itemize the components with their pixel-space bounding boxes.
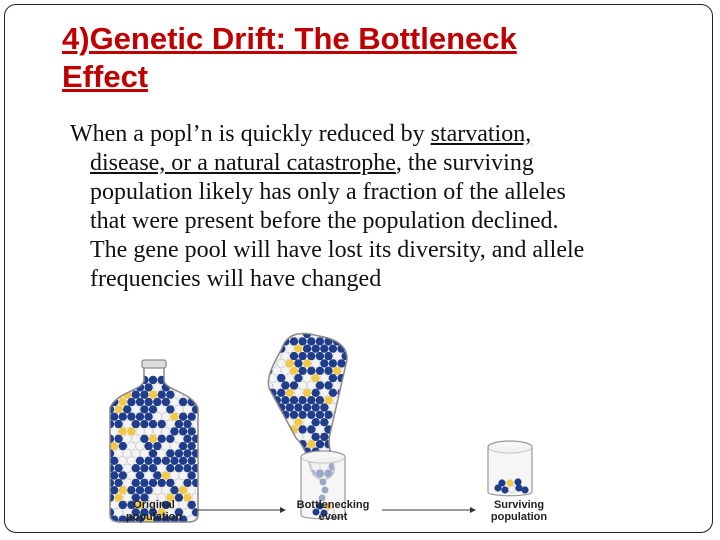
body-line-2 [70, 149, 690, 178]
body-line-5: The gene pool will have lost its diversity, and allele [90, 237, 585, 263]
slide-body [70, 120, 690, 294]
surviving-label-line-2: population [490, 511, 548, 523]
original-label-line-2: population [125, 511, 183, 523]
body-line-1 [70, 120, 690, 149]
disease-link[interactable]: disease, or a natural catastrophe [90, 150, 396, 176]
surviving-label-line-1: Surviving [493, 499, 545, 511]
body-line-1-text: When a popl’n is quickly reduced by [70, 121, 431, 147]
surviving-cup [488, 441, 532, 496]
event-label-line-2: event [318, 511, 348, 523]
original-label-line-1: Original [133, 499, 175, 511]
title-line-1: 4)Genetic Drift: The Bottleneck [62, 21, 517, 56]
body-line-2-text: , the surviving [395, 150, 534, 176]
body-line-4: that were present before the population declined. [90, 208, 559, 234]
event-label-line-1: Bottlenecking [296, 499, 370, 511]
arrow-2 [382, 507, 476, 513]
arrow-1 [196, 507, 286, 513]
surviving-population-label [469, 499, 569, 523]
body-line-3: population likely has only a fraction of the alleles [90, 179, 566, 205]
bottlenecking-event-label [283, 499, 383, 523]
slide-title [62, 20, 662, 96]
original-population-label [104, 499, 204, 523]
starvation-link[interactable]: starvation, [430, 121, 532, 147]
title-line-2: Effect [62, 59, 149, 94]
body-line-6: frequencies will have changed [90, 266, 382, 292]
bottleneck-figure [100, 330, 580, 530]
